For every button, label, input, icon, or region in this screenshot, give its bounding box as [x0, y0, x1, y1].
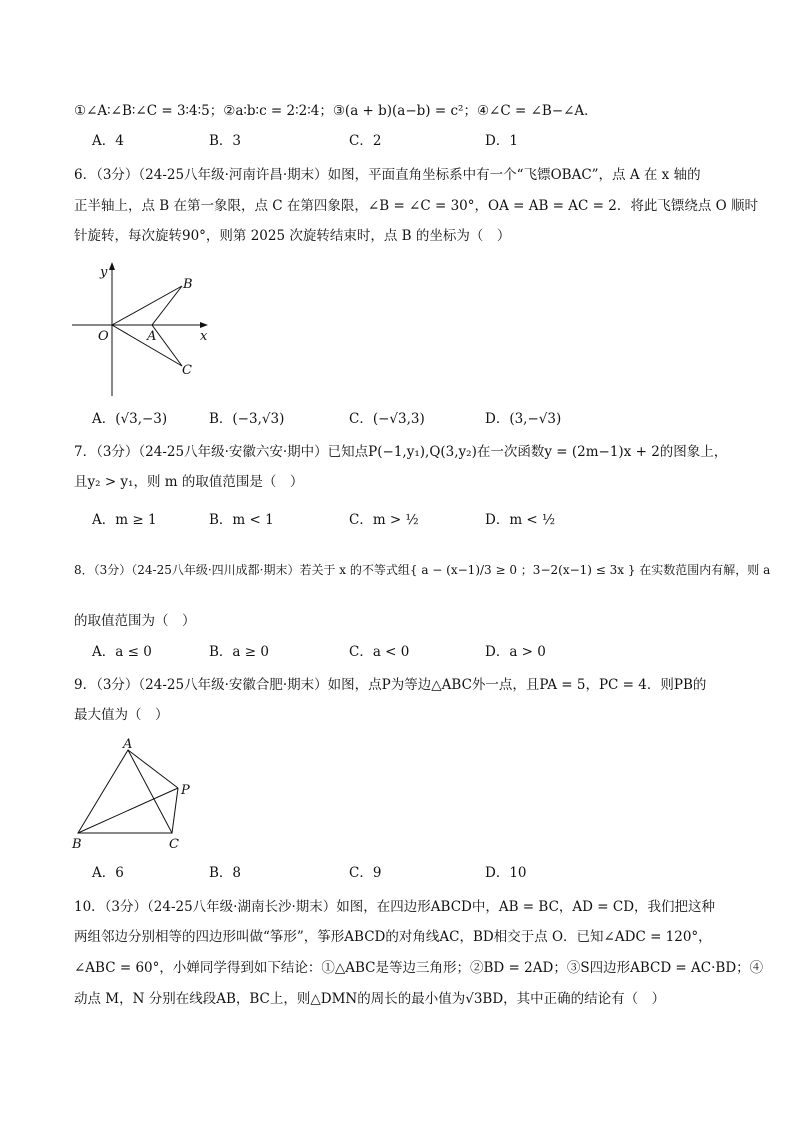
q6-stem-line2: 正半轴上，点 B 在第一象限，点 C 在第四象限，∠B = ∠C = 30°，OA = AB = AC = 2．将此飞镖绕点 O 顺时 [74, 198, 758, 214]
q10-stem-line1: 10．（3分）（24-25八年级·湖南长沙·期末）如图，在四边形ABCD中，AB = BC，AD = CD，我们把这种 [74, 899, 716, 915]
q9-label-p: P [181, 783, 190, 798]
q5-option-d[interactable]: D．1 [485, 133, 518, 149]
q10-stem-line2: 两组邻边分别相等的四边形叫做“筝形”，筝形ABCD的对角线AC，BD相交于点 O．已知∠ADC = 120°， [74, 929, 712, 945]
q5-option-b[interactable]: B．3 [209, 133, 242, 149]
q8-option-b[interactable]: B．a ≥ 0 [209, 644, 269, 660]
q8-stem-line2: 的取值范围为（ ） [74, 613, 196, 629]
q8-option-d[interactable]: D．a > 0 [485, 644, 546, 660]
q7-stem-line1: 7．（3分）（24-25八年级·安徽六安·期中）已知点P(−1,y₁),Q(3,y₂)在一次函数y = (2m−1)x + 2的图象上， [74, 444, 728, 460]
q9-option-c[interactable]: C．9 [349, 865, 382, 881]
q7-option-c[interactable]: C．m > ½ [349, 512, 419, 528]
q8-option-c[interactable]: C．a < 0 [349, 644, 410, 660]
q6-label-b: B [183, 277, 193, 292]
q9-label-b: B [72, 837, 82, 852]
q6-stem-line3: 针旋转，每次旋转90°，则第 2025 次旋转结束时，点 B 的坐标为（ ） [74, 228, 511, 244]
q6-label-a: A [147, 329, 157, 344]
q10-stem-line4: 动点 M，N 分别在线段AB，BC上，则△DMN的周长的最小值为√3BD，其中正确的结论有（ ） [74, 991, 666, 1007]
q9-stem-line2: 最大值为（ ） [74, 707, 169, 723]
q7-option-a[interactable]: A．m ≥ 1 [92, 512, 157, 528]
q5-option-c[interactable]: C．2 [349, 133, 382, 149]
q7-option-b[interactable]: B．m < 1 [209, 512, 274, 528]
q6-option-d[interactable]: D．(3,−√3) [485, 411, 562, 427]
q10-stem-line3: ∠ABC = 60°，小婵同学得到如下结论：①△ABC是等边三角形；②BD = 2AD；③S四边形ABCD = AC·BD；④ [74, 960, 764, 976]
q9-equilateral-triangle [78, 750, 172, 833]
q6-label-o: O [98, 329, 109, 344]
q6-y-arrow-icon [109, 262, 115, 270]
q6-x-arrow-icon [200, 322, 208, 328]
q9-label-a: A [123, 737, 133, 752]
q6-figure [70, 258, 220, 404]
q9-segment-pb [78, 788, 178, 833]
q9-option-b[interactable]: B．8 [209, 865, 242, 881]
q9-segment-pa [128, 750, 178, 788]
q8-option-a[interactable]: A．a ≤ 0 [92, 644, 152, 660]
q8-stem-line1: 8．（3分）（24-25八年级·四川成都·期末）若关于 x 的不等式组{ a − (x−1)/3 ≥ 0 ；3−2(x−1) ≤ 3x } 在实数范围内有解，则 a [74, 563, 771, 577]
q6-option-c[interactable]: C．(−√3,3) [349, 411, 425, 427]
q6-stem-line1: 6．（3分）（24-25八年级·河南许昌·期末）如图，平面直角坐标系中有一个“飞镖OBAC”，点 A 在 x 轴的 [74, 167, 701, 183]
q5-option-a[interactable]: A．4 [92, 133, 124, 149]
q7-stem-line2: 且y₂ > y₁，则 m 的取值范围是（ ） [74, 474, 304, 490]
q9-label-c: C [169, 837, 179, 852]
q9-figure [66, 736, 206, 858]
q9-option-d[interactable]: D．10 [485, 865, 527, 881]
q6-label-x: x [200, 329, 208, 344]
q6-option-a[interactable]: A．(√3,−3) [92, 411, 168, 427]
q6-label-c: C [182, 363, 192, 378]
q9-option-a[interactable]: A．6 [92, 865, 124, 881]
q9-stem-line1: 9．（3分）（24-25八年级·安徽合肥·期末）如图，点P为等边△ABC外一点，且PA = 5，PC = 4．则PB的 [74, 677, 707, 693]
q7-option-d[interactable]: D．m < ½ [485, 512, 556, 528]
q5-conditions: ①∠A∶∠B∶∠C = 3∶4∶5；②a∶b∶c = 2∶2∶4；③(a + b)(a−b) = c²；④∠C = ∠B−∠A． [74, 103, 598, 119]
q6-dart-shape [112, 286, 182, 366]
q9-segment-pc [172, 788, 178, 833]
q6-option-b[interactable]: B．(−3,√3) [209, 411, 285, 427]
q6-label-y: y [100, 265, 108, 280]
